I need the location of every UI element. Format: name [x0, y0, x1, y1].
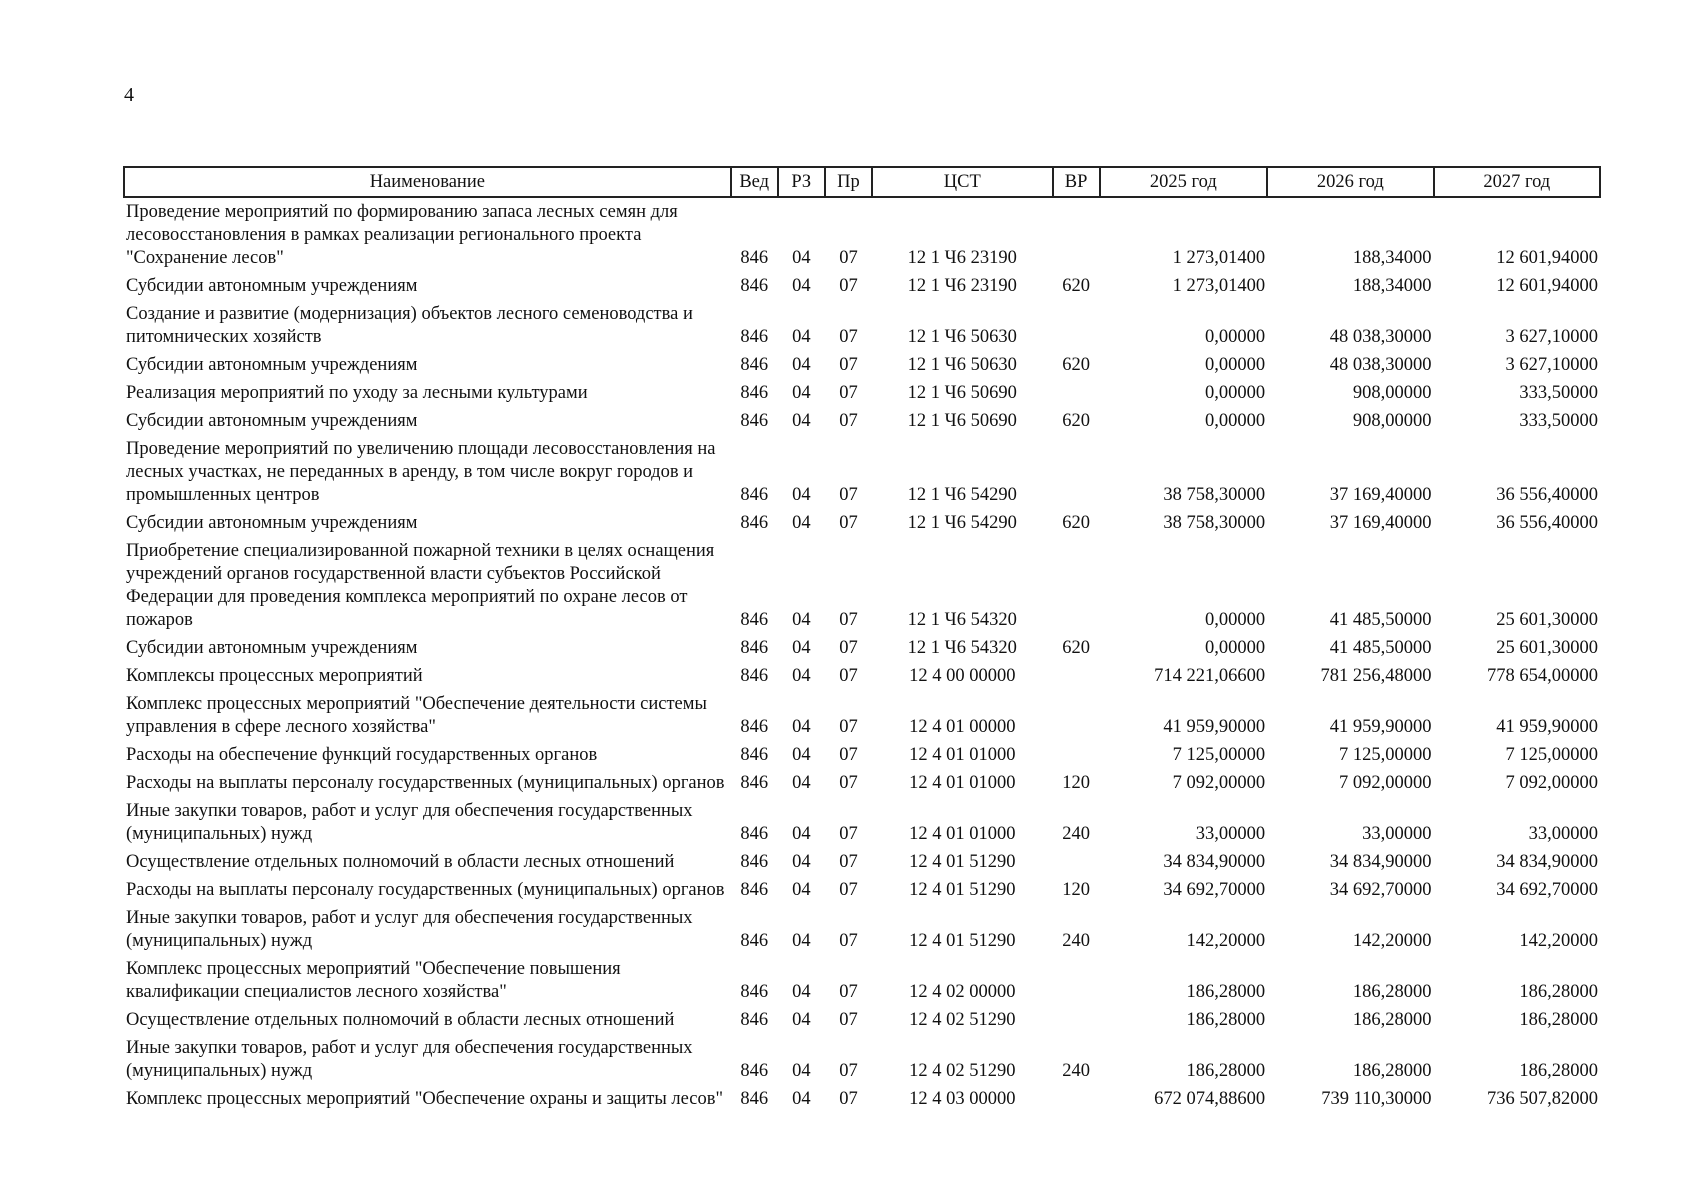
row-cst: 12 1 Ч6 54290: [907, 485, 1017, 505]
table-row: [124, 1006, 1600, 1034]
row-2025: 0,00000: [1204, 355, 1266, 375]
header-2025: 2025 год: [1100, 167, 1267, 197]
row-rz: 04: [792, 1010, 811, 1030]
row-2027: 736 507,82000: [1487, 1089, 1598, 1109]
row-ved: 846: [740, 383, 769, 403]
row-vr: 240: [1062, 824, 1090, 844]
table-row: [124, 662, 1600, 690]
row-2027: 778 654,00000: [1487, 666, 1598, 686]
row-2026: 41 959,90000: [1329, 717, 1432, 737]
row-name: Расходы на обеспечение функций государственных органов: [126, 745, 598, 765]
row-ved: 846: [740, 880, 769, 900]
row-rz: 04: [792, 880, 811, 900]
row-name: Осуществление отдельных полномочий в области лесных отношений: [126, 1010, 675, 1030]
row-vr: 120: [1062, 773, 1090, 793]
row-name: Субсидии автономным учреждениям: [126, 411, 418, 431]
row-2027: 34 692,70000: [1496, 880, 1598, 900]
row-2025: 34 692,70000: [1163, 880, 1266, 900]
row-2025: 34 834,90000: [1163, 852, 1266, 872]
row-2025: 0,00000: [1204, 383, 1266, 403]
header-pr: Пр: [825, 167, 872, 197]
row-2027: 186,28000: [1519, 1010, 1598, 1030]
row-pr: 07: [839, 383, 858, 403]
row-2026: 34 692,70000: [1329, 880, 1432, 900]
row-rz: 04: [792, 411, 811, 431]
row-pr: 07: [839, 411, 858, 431]
table-row: [124, 876, 1600, 904]
row-name: Расходы на выплаты персоналу государственных (муниципальных) органов: [126, 880, 725, 900]
row-2027: 3 627,10000: [1505, 327, 1598, 347]
row-cst: 12 1 Ч6 50690: [907, 383, 1017, 403]
row-2025: 0,00000: [1204, 327, 1266, 347]
row-pr: 07: [839, 638, 858, 658]
table-row: [124, 197, 1600, 272]
row-vr: [1053, 435, 1100, 509]
row-2027: 33,00000: [1528, 824, 1598, 844]
row-2027: 41 959,90000: [1496, 717, 1598, 737]
row-ved: 846: [740, 931, 769, 951]
row-2026: 37 169,40000: [1329, 513, 1432, 533]
row-2026: 188,34000: [1352, 276, 1432, 296]
row-name: Создание и развитие (модернизация) объектов лесного семеноводства и питомнических хозяйств: [126, 304, 693, 347]
row-name: Проведение мероприятий по увеличению площади лесовосстановления на лесных участках, не переданных в аренду, в том числе вокруг городов и промышленных центров: [126, 439, 716, 505]
row-pr: 07: [839, 982, 858, 1002]
row-2027: 333,50000: [1519, 383, 1598, 403]
row-2027: 25 601,30000: [1496, 638, 1598, 658]
row-name: Субсидии автономным учреждениям: [126, 513, 418, 533]
table-row: [124, 690, 1600, 741]
row-rz: 04: [792, 773, 811, 793]
row-ved: 846: [740, 1061, 769, 1081]
row-cst: 12 4 01 01000: [909, 824, 1016, 844]
row-pr: 07: [839, 880, 858, 900]
row-rz: 04: [792, 610, 811, 630]
row-2025: 33,00000: [1195, 824, 1266, 844]
row-name: Осуществление отдельных полномочий в области лесных отношений: [126, 852, 675, 872]
row-ved: 846: [740, 773, 769, 793]
row-2027: 142,20000: [1519, 931, 1598, 951]
row-cst: 12 4 01 01000: [909, 745, 1016, 765]
row-pr: 07: [839, 773, 858, 793]
row-cst: 12 4 01 00000: [909, 717, 1016, 737]
row-2026: 7 092,00000: [1339, 773, 1432, 793]
row-name: Иные закупки товаров, работ и услуг для обеспечения государственных (муниципальных) нужд: [126, 801, 693, 844]
row-name: Иные закупки товаров, работ и услуг для обеспечения государственных (муниципальных) нужд: [126, 908, 693, 951]
row-2026: 7 125,00000: [1339, 745, 1432, 765]
row-pr: 07: [839, 824, 858, 844]
row-ved: 846: [740, 1089, 769, 1109]
row-vr: 240: [1062, 931, 1090, 951]
table-row: [124, 407, 1600, 435]
row-cst: 12 4 01 01000: [909, 773, 1016, 793]
row-ved: 846: [740, 355, 769, 375]
row-name: Комплекс процессных мероприятий "Обеспечение деятельности системы управления в сфере лесного хозяйства": [126, 694, 707, 737]
row-cst: 12 1 Ч6 54320: [907, 638, 1017, 658]
row-pr: 07: [839, 931, 858, 951]
row-2026: 48 038,30000: [1329, 327, 1432, 347]
row-name: Субсидии автономным учреждениям: [126, 638, 418, 658]
row-rz: 04: [792, 824, 811, 844]
row-2026: 142,20000: [1352, 931, 1432, 951]
row-2026: 41 485,50000: [1329, 638, 1432, 658]
row-cst: 12 4 03 00000: [909, 1089, 1016, 1109]
row-2025: 186,28000: [1186, 1061, 1266, 1081]
row-2026: 41 485,50000: [1329, 610, 1432, 630]
row-ved: 846: [740, 824, 769, 844]
row-ved: 846: [740, 982, 769, 1002]
table-row: [124, 435, 1600, 509]
row-2025: 38 758,30000: [1163, 485, 1266, 505]
row-2027: 12 601,94000: [1496, 248, 1598, 268]
row-pr: 07: [839, 666, 858, 686]
row-2026: 908,00000: [1352, 383, 1432, 403]
row-name: Комплексы процессных мероприятий: [126, 666, 423, 686]
row-2026: 34 834,90000: [1329, 852, 1432, 872]
header-rz: РЗ: [778, 167, 825, 197]
row-2025: 1 273,01400: [1172, 248, 1266, 268]
table-row: [124, 741, 1600, 769]
row-2027: 12 601,94000: [1496, 276, 1598, 296]
row-ved: 846: [740, 513, 769, 533]
row-2025: 672 074,88600: [1154, 1089, 1266, 1109]
row-2025: 41 959,90000: [1163, 717, 1266, 737]
row-vr: [1053, 848, 1100, 876]
row-vr: 620: [1062, 513, 1090, 533]
row-rz: 04: [792, 383, 811, 403]
row-ved: 846: [740, 852, 769, 872]
row-ved: 846: [740, 666, 769, 686]
row-rz: 04: [792, 327, 811, 347]
row-2025: 0,00000: [1204, 610, 1266, 630]
row-2025: 142,20000: [1186, 931, 1266, 951]
row-vr: [1053, 741, 1100, 769]
row-ved: 846: [740, 485, 769, 505]
row-ved: 846: [740, 327, 769, 347]
row-pr: 07: [839, 355, 858, 375]
header-cst: ЦСТ: [872, 167, 1052, 197]
row-rz: 04: [792, 852, 811, 872]
table-row: [124, 797, 1600, 848]
row-pr: 07: [839, 513, 858, 533]
header-vr: ВР: [1053, 167, 1100, 197]
table-row: [124, 1034, 1600, 1085]
row-pr: 07: [839, 248, 858, 268]
row-2027: 36 556,40000: [1496, 513, 1598, 533]
row-2026: 186,28000: [1352, 982, 1432, 1002]
header-2026: 2026 год: [1267, 167, 1433, 197]
row-2026: 908,00000: [1352, 411, 1432, 431]
row-ved: 846: [740, 745, 769, 765]
page-number: 4: [124, 84, 134, 106]
row-vr: [1053, 197, 1100, 272]
row-vr: 620: [1062, 411, 1090, 431]
row-2027: 34 834,90000: [1496, 852, 1598, 872]
row-rz: 04: [792, 276, 811, 296]
row-ved: 846: [740, 411, 769, 431]
row-cst: 12 4 02 51290: [909, 1061, 1016, 1081]
row-2026: 33,00000: [1362, 824, 1432, 844]
row-2027: 36 556,40000: [1496, 485, 1598, 505]
table-row: [124, 379, 1600, 407]
row-2025: 0,00000: [1204, 411, 1266, 431]
row-pr: 07: [839, 745, 858, 765]
row-rz: 04: [792, 1061, 811, 1081]
row-2025: 7 092,00000: [1172, 773, 1266, 793]
row-name: Расходы на выплаты персоналу государственных (муниципальных) органов: [126, 773, 725, 793]
table-row: [124, 769, 1600, 797]
row-2027: 7 125,00000: [1505, 745, 1598, 765]
table-row: [124, 848, 1600, 876]
table-row: [124, 904, 1600, 955]
table-header-row: [124, 167, 1600, 197]
row-vr: [1053, 955, 1100, 1006]
row-name: Комплекс процессных мероприятий "Обеспечение повышения квалификации специалистов лесного хозяйства": [126, 959, 621, 1002]
row-vr: [1053, 537, 1100, 634]
row-rz: 04: [792, 931, 811, 951]
row-rz: 04: [792, 717, 811, 737]
row-cst: 12 4 01 51290: [909, 880, 1016, 900]
row-rz: 04: [792, 485, 811, 505]
row-cst: 12 4 02 00000: [909, 982, 1016, 1002]
row-cst: 12 1 Ч6 54320: [907, 610, 1017, 630]
row-cst: 12 1 Ч6 50690: [907, 411, 1017, 431]
row-2026: 188,34000: [1352, 248, 1432, 268]
row-cst: 12 4 02 51290: [909, 1010, 1016, 1030]
row-pr: 07: [839, 717, 858, 737]
row-pr: 07: [839, 1061, 858, 1081]
table-row: [124, 955, 1600, 1006]
row-pr: 07: [839, 610, 858, 630]
row-rz: 04: [792, 248, 811, 268]
row-pr: 07: [839, 1089, 858, 1109]
row-2025: 0,00000: [1204, 638, 1266, 658]
row-2027: 7 092,00000: [1505, 773, 1598, 793]
row-vr: [1053, 690, 1100, 741]
row-2027: 25 601,30000: [1496, 610, 1598, 630]
row-2025: 186,28000: [1186, 1010, 1266, 1030]
row-2025: 714 221,06600: [1154, 666, 1266, 686]
row-2027: 186,28000: [1519, 982, 1598, 1002]
row-rz: 04: [792, 355, 811, 375]
row-cst: 12 4 00 00000: [909, 666, 1016, 686]
row-cst: 12 1 Ч6 23190: [907, 276, 1017, 296]
row-2025: 38 758,30000: [1163, 513, 1266, 533]
row-2026: 37 169,40000: [1329, 485, 1432, 505]
row-2025: 1 273,01400: [1172, 276, 1266, 296]
row-name: Иные закупки товаров, работ и услуг для обеспечения государственных (муниципальных) нужд: [126, 1038, 693, 1081]
row-rz: 04: [792, 982, 811, 1002]
row-cst: 12 4 01 51290: [909, 931, 1016, 951]
row-ved: 846: [740, 638, 769, 658]
row-cst: 12 1 Ч6 23190: [907, 248, 1017, 268]
header-2027: 2027 год: [1434, 167, 1600, 197]
row-vr: [1053, 1085, 1100, 1113]
row-vr: [1053, 379, 1100, 407]
row-name: Проведение мероприятий по формированию запаса лесных семян для лесовосстановления в рамках реализации регионального проекта "Сохранение лесов": [126, 202, 678, 268]
row-rz: 04: [792, 1089, 811, 1109]
table-row: [124, 300, 1600, 351]
row-name: Приобретение специализированной пожарной техники в целях оснащения учреждений органов государственной власти субъектов Российской Федерации для проведения комплекса мероприятий по охране лесов от пожаров: [126, 541, 715, 630]
row-2026: 48 038,30000: [1329, 355, 1432, 375]
row-vr: [1053, 662, 1100, 690]
row-2026: 781 256,48000: [1320, 666, 1432, 686]
row-name: Реализация мероприятий по уходу за лесными культурами: [126, 383, 588, 403]
row-vr: 120: [1062, 880, 1090, 900]
row-2026: 186,28000: [1352, 1061, 1432, 1081]
row-ved: 846: [740, 717, 769, 737]
header-name: Наименование: [124, 167, 731, 197]
row-2025: 7 125,00000: [1172, 745, 1266, 765]
row-ved: 846: [740, 276, 769, 296]
row-2027: 186,28000: [1519, 1061, 1598, 1081]
table-row: [124, 634, 1600, 662]
row-2026: 186,28000: [1352, 1010, 1432, 1030]
row-vr: [1053, 300, 1100, 351]
row-pr: 07: [839, 485, 858, 505]
header-ved: Вед: [731, 167, 778, 197]
row-vr: [1053, 1006, 1100, 1034]
row-cst: 12 4 01 51290: [909, 852, 1016, 872]
budget-table: [123, 166, 1601, 1113]
row-pr: 07: [839, 852, 858, 872]
row-vr: 240: [1062, 1061, 1090, 1081]
table-body: [124, 197, 1600, 1113]
row-vr: 620: [1062, 638, 1090, 658]
row-rz: 04: [792, 513, 811, 533]
row-vr: 620: [1062, 355, 1090, 375]
row-ved: 846: [740, 610, 769, 630]
row-pr: 07: [839, 327, 858, 347]
row-2025: 186,28000: [1186, 982, 1266, 1002]
row-vr: 620: [1062, 276, 1090, 296]
row-name: Комплекс процессных мероприятий "Обеспечение охраны и защиты лесов": [126, 1089, 724, 1109]
row-2027: 3 627,10000: [1505, 355, 1598, 375]
table-row: [124, 351, 1600, 379]
row-rz: 04: [792, 745, 811, 765]
row-cst: 12 1 Ч6 50630: [907, 327, 1017, 347]
row-pr: 07: [839, 1010, 858, 1030]
table-row: [124, 272, 1600, 300]
row-rz: 04: [792, 666, 811, 686]
row-pr: 07: [839, 276, 858, 296]
table-row: [124, 1085, 1600, 1113]
row-cst: 12 1 Ч6 54290: [907, 513, 1017, 533]
row-ved: 846: [740, 248, 769, 268]
row-ved: 846: [740, 1010, 769, 1030]
row-name: Субсидии автономным учреждениям: [126, 276, 418, 296]
row-rz: 04: [792, 638, 811, 658]
table-row: [124, 509, 1600, 537]
table-row: [124, 537, 1600, 634]
row-2026: 739 110,30000: [1321, 1089, 1432, 1109]
row-2027: 333,50000: [1519, 411, 1598, 431]
row-cst: 12 1 Ч6 50630: [907, 355, 1017, 375]
row-name: Субсидии автономным учреждениям: [126, 355, 418, 375]
